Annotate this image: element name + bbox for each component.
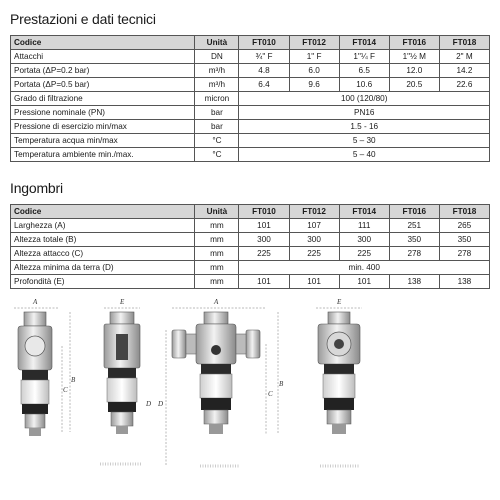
cell-value: 12.0: [389, 64, 439, 78]
dim-label: A: [214, 298, 219, 306]
cell-value: 138: [439, 275, 489, 289]
row-label: Profondità (E): [11, 275, 195, 289]
dim-label: B: [279, 380, 284, 388]
section-title-prestazioni: Prestazioni e dati tecnici: [10, 11, 156, 27]
row-unit: micron: [195, 92, 239, 106]
cell-value: 300: [339, 233, 389, 247]
cell-value: 20.5: [389, 78, 439, 92]
dim-label: E: [337, 298, 342, 306]
header-unita: Unità: [195, 36, 239, 50]
header-codice: Codice: [11, 36, 195, 50]
row-label: Altezza minima da terra (D): [11, 261, 195, 275]
header-ft016: FT016: [389, 205, 439, 219]
cell-value: 300: [239, 233, 289, 247]
row-label: Altezza attacco (C): [11, 247, 195, 261]
header-ft014: FT014: [339, 36, 389, 50]
row-label: Portata (ΔP=0.5 bar): [11, 78, 195, 92]
cell-value: 101: [239, 275, 289, 289]
dimensions-table: [10, 204, 490, 289]
header-ft010: FT010: [239, 36, 289, 50]
table-row: [11, 92, 490, 106]
table-row: [11, 233, 490, 247]
cell-value: 107: [289, 219, 339, 233]
technical-data-table: [10, 35, 490, 162]
row-unit: m³/h: [195, 78, 239, 92]
table-header-row: [11, 36, 490, 50]
filter-front-view-with-fittings: [157, 298, 284, 466]
cell-value: 225: [239, 247, 289, 261]
dim-label: D: [146, 400, 152, 408]
row-unit: mm: [195, 275, 239, 289]
cell-value: 2" M: [439, 50, 489, 64]
cell-value: 225: [289, 247, 339, 261]
row-unit: mm: [195, 219, 239, 233]
header-ft012: FT012: [289, 205, 339, 219]
dim-label: E: [120, 298, 125, 306]
row-label: Temperatura acqua min/max: [11, 134, 195, 148]
cell-value: 350: [439, 233, 489, 247]
filter-side-view-with-fittings: [316, 298, 362, 466]
dim-label: C: [63, 386, 68, 394]
table-row: [11, 134, 490, 148]
cell-value: 225: [339, 247, 389, 261]
table-row: [11, 148, 490, 162]
header-ft018: FT018: [439, 205, 489, 219]
table-row: [11, 247, 490, 261]
header-ft010: FT010: [239, 205, 289, 219]
section-title-ingombri: Ingombri: [10, 180, 63, 196]
dim-label: A: [33, 298, 38, 306]
row-label: Larghezza (A): [11, 219, 195, 233]
cell-value: 9.6: [289, 78, 339, 92]
cell-value: 1"¼ F: [339, 50, 389, 64]
dim-label: D: [158, 400, 164, 408]
cell-value: 6.4: [239, 78, 289, 92]
table-row: [11, 64, 490, 78]
filter-front-view: [14, 298, 76, 436]
cell-value: 10.6: [339, 78, 389, 92]
row-unit: mm: [195, 233, 239, 247]
cell-value: 111: [339, 219, 389, 233]
filter-side-view: [100, 298, 151, 464]
dim-label: B: [71, 376, 76, 384]
cell-merged-value: 1.5 - 16: [239, 120, 490, 134]
table-header-row: [11, 205, 490, 219]
row-label: Temperatura ambiente min./max.: [11, 148, 195, 162]
cell-value: 6.5: [339, 64, 389, 78]
table-row: [11, 120, 490, 134]
row-unit: °C: [195, 148, 239, 162]
dim-label: C: [268, 390, 273, 398]
cell-value: 278: [389, 247, 439, 261]
cell-value: 1" F: [289, 50, 339, 64]
cell-value: 101: [289, 275, 339, 289]
cell-value: 6.0: [289, 64, 339, 78]
header-ft014: FT014: [339, 205, 389, 219]
dimension-drawings: [0, 296, 500, 486]
table-row: [11, 261, 490, 275]
row-unit: bar: [195, 106, 239, 120]
row-label: Altezza totale (B): [11, 233, 195, 247]
table-row: [11, 78, 490, 92]
cell-value: 4.8: [239, 64, 289, 78]
cell-value: 101: [239, 219, 289, 233]
cell-merged-value: PN16: [239, 106, 490, 120]
cell-value: 1"½ M: [389, 50, 439, 64]
table-row: [11, 106, 490, 120]
table-row: [11, 275, 490, 289]
cell-merged-value: 5 – 40: [239, 148, 490, 162]
table-row: [11, 219, 490, 233]
row-unit: m³/h: [195, 64, 239, 78]
row-unit: °C: [195, 134, 239, 148]
table-row: [11, 50, 490, 64]
header-unita: Unità: [195, 205, 239, 219]
row-label: Attacchi: [11, 50, 195, 64]
cell-value: ¾" F: [239, 50, 289, 64]
row-unit: bar: [195, 120, 239, 134]
cell-value: 138: [389, 275, 439, 289]
row-label: Pressione nominale (PN): [11, 106, 195, 120]
row-label: Pressione di esercizio min/max: [11, 120, 195, 134]
cell-value: 101: [339, 275, 389, 289]
cell-value: 278: [439, 247, 489, 261]
header-ft012: FT012: [289, 36, 339, 50]
row-unit: mm: [195, 261, 239, 275]
cell-value: 22.6: [439, 78, 489, 92]
header-ft018: FT018: [439, 36, 489, 50]
row-unit: DN: [195, 50, 239, 64]
cell-value: 350: [389, 233, 439, 247]
cell-merged-value: 100 (120/80): [239, 92, 490, 106]
cell-value: 300: [289, 233, 339, 247]
row-label: Grado di filtrazione: [11, 92, 195, 106]
header-codice: Codice: [11, 205, 195, 219]
header-ft016: FT016: [389, 36, 439, 50]
cell-value: 265: [439, 219, 489, 233]
cell-merged-value: min. 400: [239, 261, 490, 275]
cell-value: 251: [389, 219, 439, 233]
row-label: Portata (ΔP=0.2 bar): [11, 64, 195, 78]
cell-merged-value: 5 – 30: [239, 134, 490, 148]
cell-value: 14.2: [439, 64, 489, 78]
row-unit: mm: [195, 247, 239, 261]
